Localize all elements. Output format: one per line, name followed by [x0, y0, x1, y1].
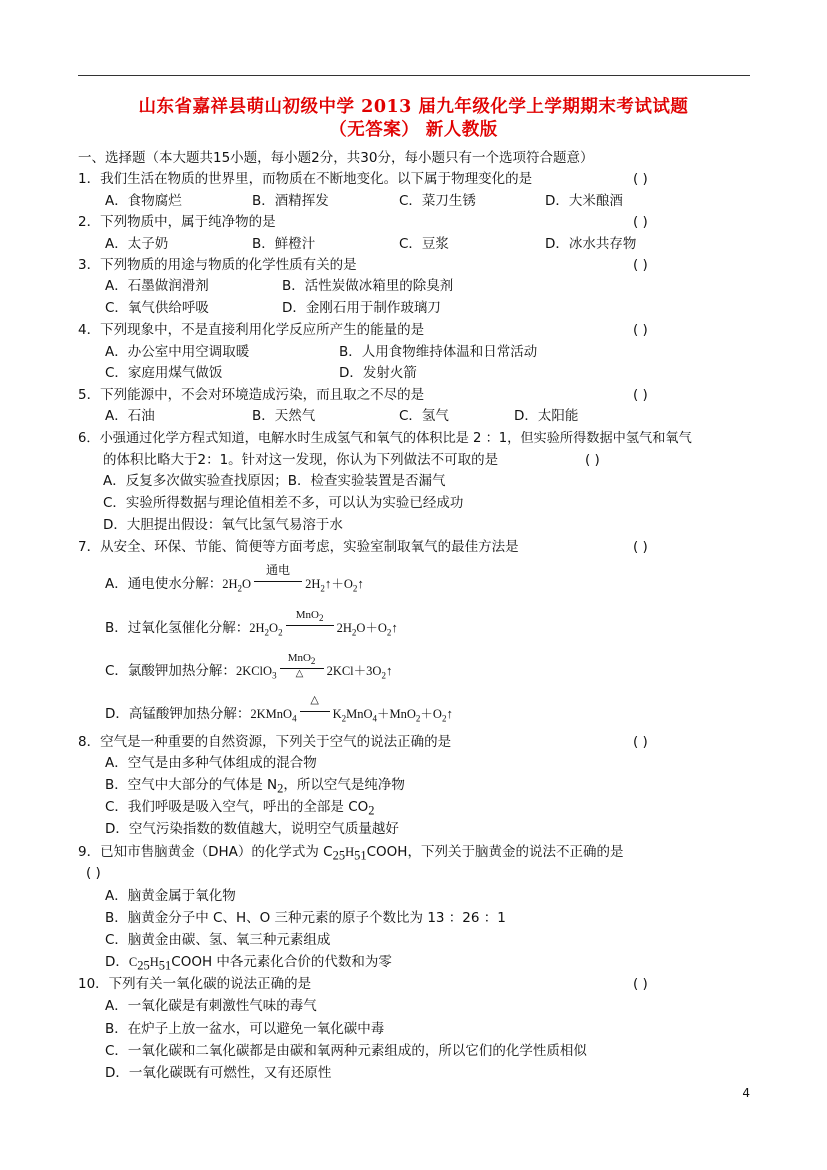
- q3-option-d: D．金刚石用于制作玻璃刀: [282, 300, 441, 316]
- q7-option-d: [105, 694, 453, 728]
- q2-option-b: B．鲜橙汁: [252, 236, 316, 252]
- q8-stem: 8．空气是一种重要的自然资源，下列关于空气的说法正确的是: [78, 734, 452, 750]
- q4-option-d: D．发射火箭: [339, 365, 417, 381]
- section-heading: 一、选择题（本大题共15小题，每小题2分，共30分，每小题只有一个选项符合题意）: [78, 150, 594, 166]
- page-number: 4: [742, 1086, 750, 1100]
- q2-option-a: A．太子奶: [105, 236, 169, 252]
- q1-option-a: A．食物腐烂: [105, 193, 182, 209]
- q9-stem-line1: 9．已知市售脑黄金（DHA）的化学式为 $C_{25}H_{51}COOH$，下列关于脑黄金的说法不正确的是: [78, 844, 624, 863]
- q10-option-d: D．一氧化碳既有可燃性，又有还原性: [105, 1065, 332, 1081]
- q3-option-a: A．石墨做润滑剂: [105, 278, 209, 294]
- q7-option-c-label: C．氯酸钾加热分解：: [105, 663, 236, 679]
- q9-option-a: A．脑黄金属于氧化物: [105, 888, 236, 904]
- q6-option-c: C．实验所得数据与理论值相差不多，可以认为实验已经成功: [103, 495, 464, 511]
- q3-option-b: B．活性炭做冰箱里的除臭剂: [282, 278, 454, 294]
- q5-option-c: C．氢气: [399, 408, 449, 424]
- q4-stem: 4．下列现象中，不是直接利用化学反应所产生的能量的是: [78, 322, 425, 338]
- q7-option-b-equation: $2H_2O_2$ MnO$_2$ $2H_2O+O_2↑$: [249, 621, 398, 635]
- q1-option-b: B．酒精挥发: [252, 193, 329, 209]
- q5-answer-bracket: ( ): [633, 387, 648, 403]
- q5-option-d: D．太阳能: [514, 408, 579, 424]
- header-rule: [78, 75, 750, 76]
- q7-option-b: [105, 609, 398, 642]
- q10-answer-bracket: ( ): [633, 976, 648, 992]
- q4-answer-bracket: ( ): [633, 322, 648, 338]
- q7-option-a-condition: 通电: [266, 563, 291, 577]
- q4-option-b: B．人用食物维持体温和日常活动: [339, 344, 538, 360]
- document-subtitle: （无答案） 新人教版: [329, 120, 498, 140]
- q5-option-a: A．石油: [105, 408, 155, 424]
- q4-option-c: C．家庭用煤气做饭: [105, 365, 223, 381]
- q6-stem-line1: 6．小强通过化学方程式知道，电解水时生成氢气和氧气的体积比是 2 ：1，但实验所得数据中氢气和氧气: [78, 431, 692, 446]
- document-title: 山东省嘉祥县萌山初级中学 2013 届九年级化学上学期期末考试试题: [138, 97, 689, 117]
- q5-stem: 5．下列能源中，不会对环境造成污染，而且取之不尽的是: [78, 387, 425, 403]
- q7-stem: 7．从安全、环保、节能、简便等方面考虑，实验室制取氧气的最佳方法是: [78, 539, 519, 555]
- q7-option-a-label: A．通电使水分解：: [105, 576, 223, 592]
- q9-answer-bracket: ( ): [86, 865, 101, 881]
- q1-option-c: C．菜刀生锈: [399, 193, 476, 209]
- q6-stem-line2: 的体积比略大于2：1。针对这一发现，你认为下列做法不可取的是: [103, 452, 499, 468]
- q8-option-b: B．空气中大部分的气体是 $N_2$，所以空气是纯净物: [105, 777, 405, 796]
- q6-answer-bracket: ( ): [585, 452, 600, 468]
- q6-option-ab: A．反复多次做实验查找原因；B．检查实验装置是否漏气: [103, 473, 446, 489]
- q7-option-c-equation: 2KClO$_3$ MnO$_2$ △ $2KCl+3O_2↑$: [236, 664, 393, 678]
- q9-option-d: D．$C_{25}H_{51}COOH$ 中各元素化合价的代数和为零: [105, 954, 392, 973]
- q3-stem: 3．下列物质的用途与物质的化学性质有关的是: [78, 257, 357, 273]
- q8-answer-bracket: ( ): [633, 734, 648, 750]
- q7-option-b-label: B．过氧化氢催化分解：: [105, 620, 250, 636]
- q10-option-a: A．一氧化碳是有刺激性气味的毒气: [105, 998, 317, 1014]
- q7-option-a: [105, 563, 364, 598]
- q8-option-d: D．空气污染指数的数值越大，说明空气质量越好: [105, 821, 399, 837]
- q7-option-b-catalyst: MnO$_2$: [295, 609, 324, 624]
- q3-option-c: C．氧气供给呼吸: [105, 300, 209, 316]
- q3-answer-bracket: ( ): [633, 257, 648, 273]
- q7-option-d-label: D．高锰酸钾加热分解：: [105, 706, 251, 722]
- q7-option-d-heat-icon: △: [310, 694, 319, 706]
- q1-option-d: D．大米酿酒: [545, 193, 623, 209]
- q5-option-b: B．天然气: [252, 408, 316, 424]
- q2-option-d: D．冰水共存物: [545, 236, 637, 252]
- q7-option-c-heat-icon: △: [295, 668, 304, 679]
- q8-option-a: A．空气是由多种气体组成的混合物: [105, 755, 317, 771]
- q10-stem: 10．下列有关一氧化碳的说法正确的是: [78, 976, 312, 992]
- q7-option-a-equation: $2H_2O$ 通电 $2H_2↑+O_2↑$: [222, 563, 364, 594]
- q10-option-b: B．在炉子上放一盆水，可以避免一氧化碳中毒: [105, 1021, 385, 1037]
- q10-option-c: C．一氧化碳和二氧化碳都是由碳和氧两种元素组成的，所以它们的化学性质相似: [105, 1043, 587, 1059]
- q7-option-d-equation: 2KMnO$_4$ △ $K_2MnO_4+MnO_2+O_2↑$: [250, 707, 453, 721]
- q6-option-d: D．大胆提出假设：氧气比氢气易溶于水: [103, 517, 343, 533]
- q7-answer-bracket: ( ): [633, 539, 648, 555]
- q2-option-c: C．豆浆: [399, 236, 449, 252]
- q2-answer-bracket: ( ): [633, 214, 648, 230]
- q1-stem: 1．我们生活在物质的世界里，而物质在不断地变化。以下属于物理变化的是: [78, 171, 533, 187]
- q7-option-c: [105, 652, 393, 685]
- q2-stem: 2．下列物质中，属于纯净物的是: [78, 214, 276, 230]
- q9-option-c: C．脑黄金由碳、氢、氧三种元素组成: [105, 932, 331, 948]
- q9-option-b: B．脑黄金分子中 C、H、O 三种元素的原子个数比为 13 ：26 ：1: [105, 910, 506, 926]
- q8-option-c: C．我们呼吸是吸入空气，呼出的全部是 $CO_2$: [105, 799, 375, 818]
- q7-option-c-catalyst: MnO$_2$: [287, 652, 316, 667]
- q1-answer-bracket: ( ): [633, 171, 648, 187]
- q4-option-a: A．办公室中用空调取暖: [105, 344, 250, 360]
